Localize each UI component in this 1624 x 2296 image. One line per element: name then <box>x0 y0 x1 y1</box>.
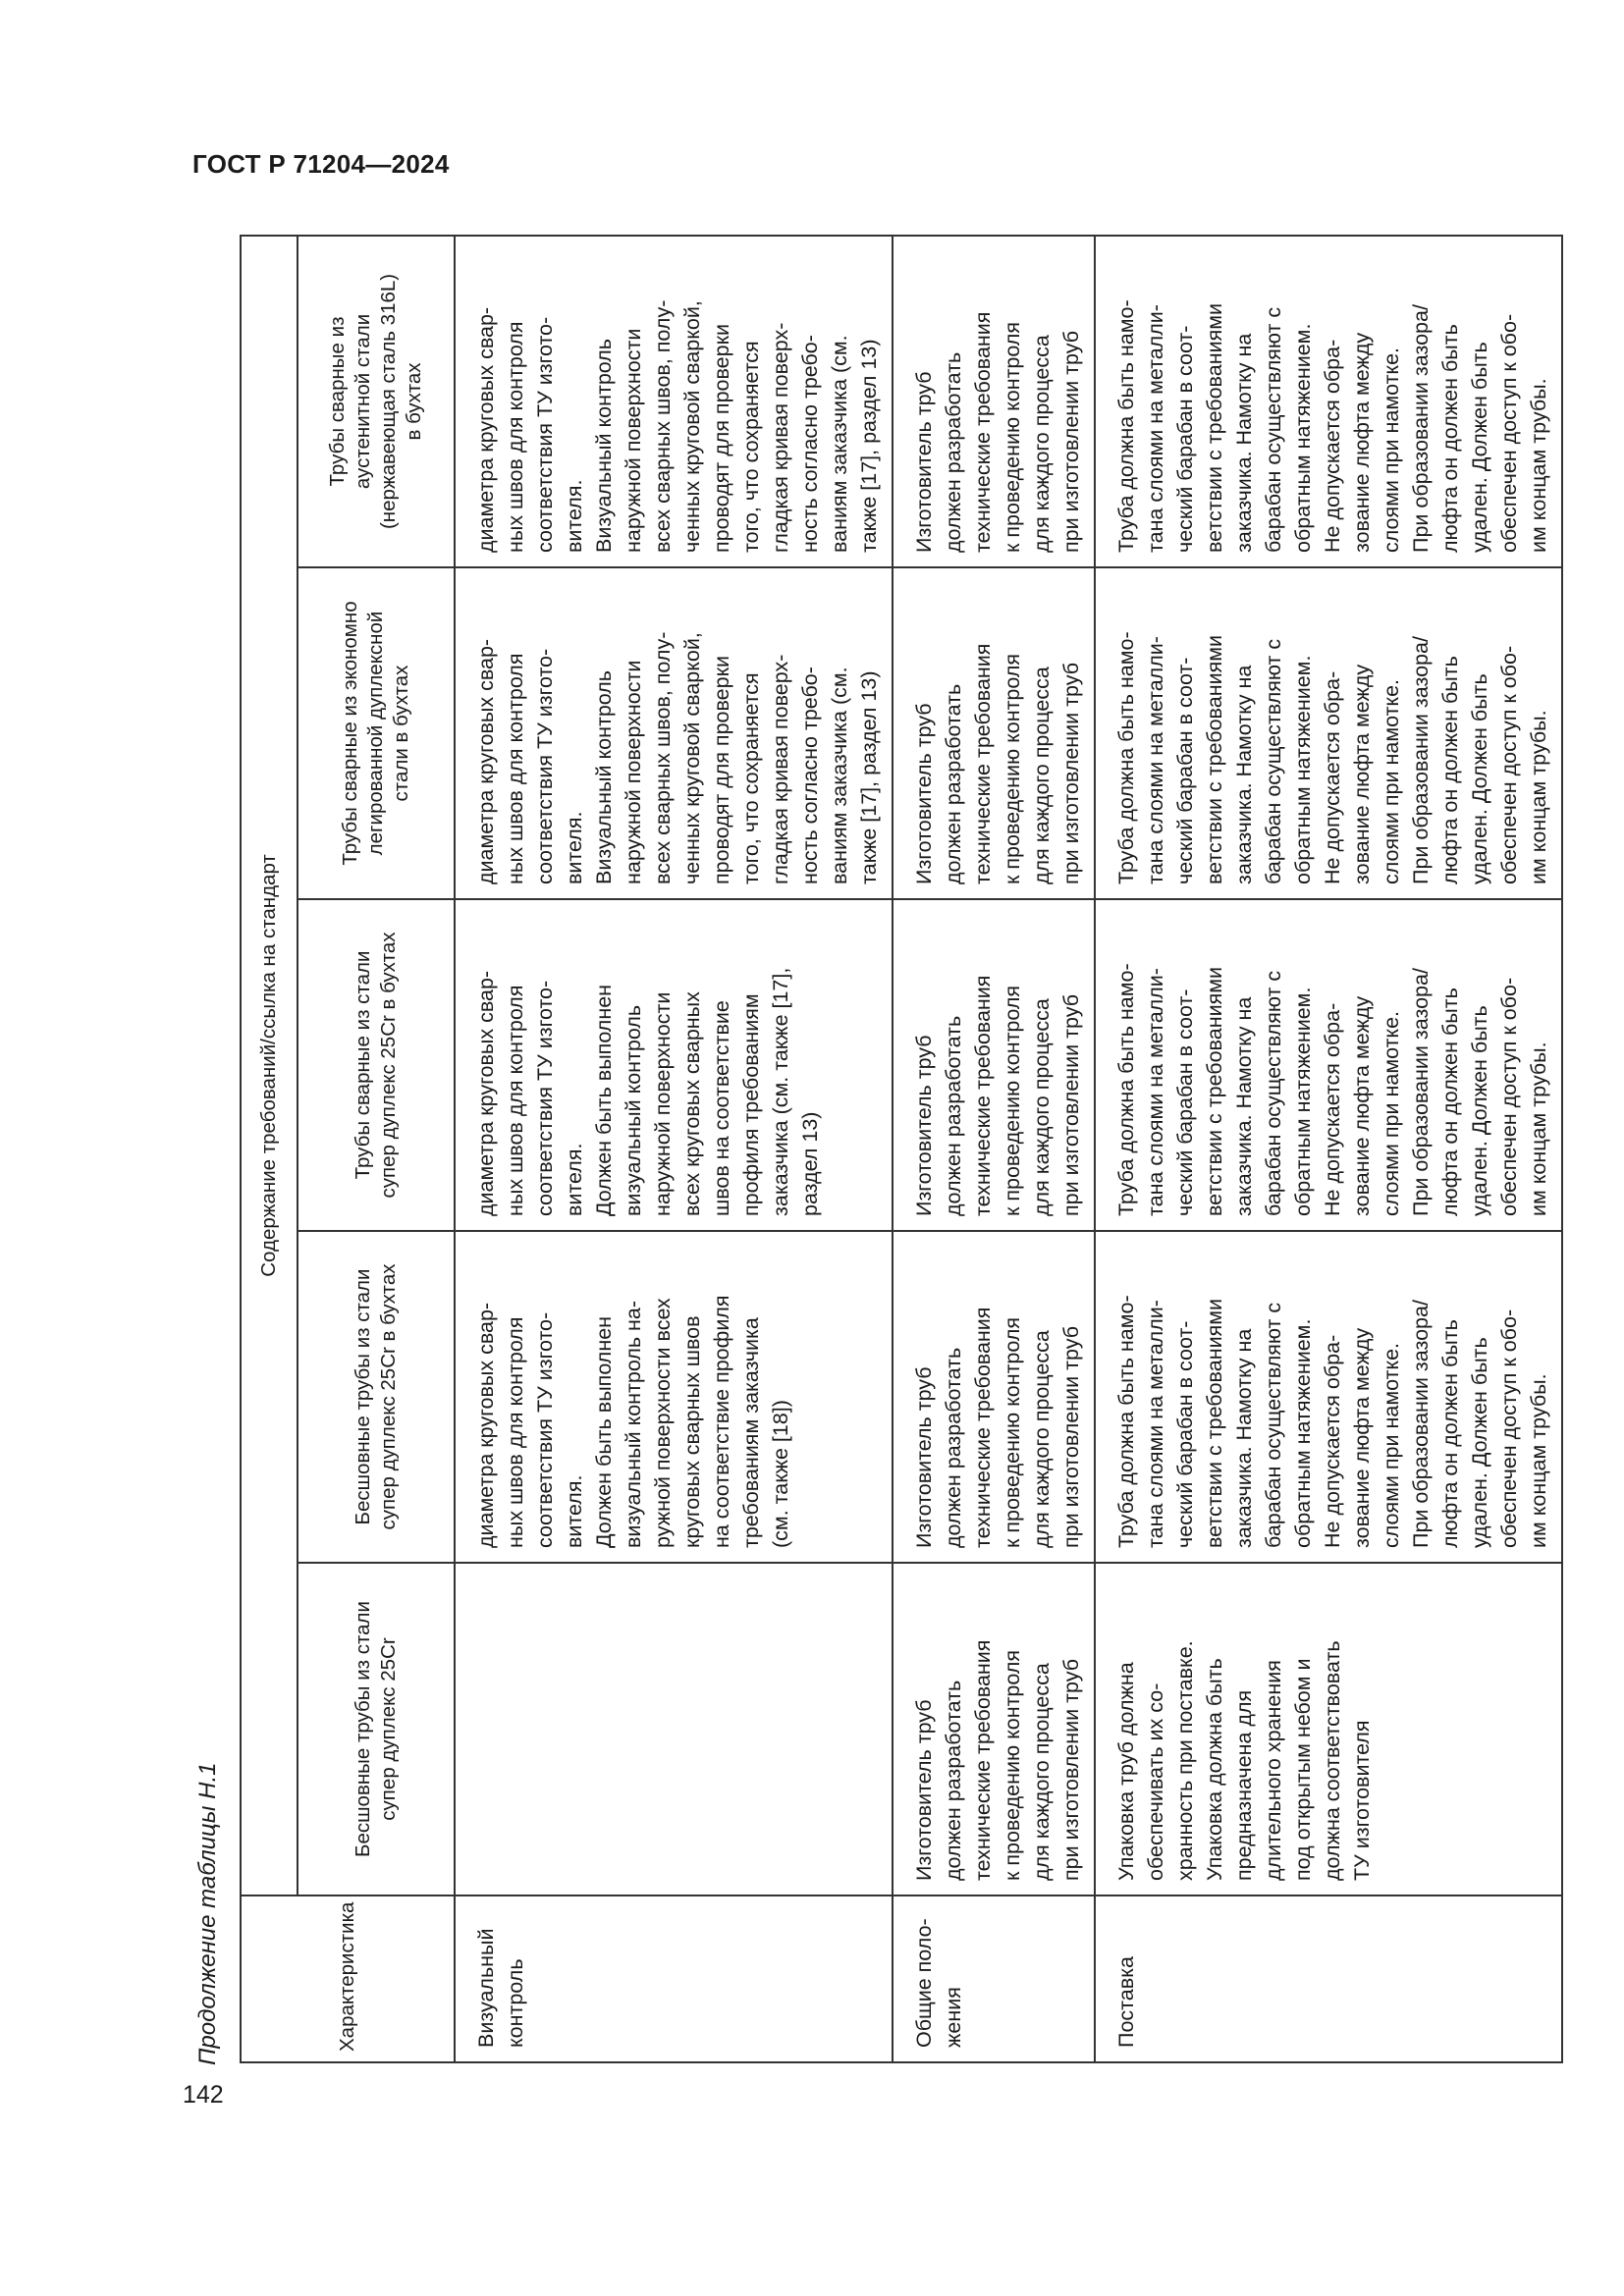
table-subheader-row <box>298 236 455 2062</box>
table-cell: Труба должна быть намо- тана слоями на металли- ческий барабан в соот- ветствии с требованиями заказчика. Намотку на барабан осуществляют с обратным натяжением. Не допускается обра- зование люфта между слоями при намотке. При образовании зазора/ люфта он должен быть удален. Должен быть обеспечен доступ к обо- им концам трубы. <box>1095 1231 1562 1563</box>
header-column-1: Бесшовные трубы из стали супер дуплекс 25Cr <box>298 1563 455 1896</box>
page-number: 142 <box>183 2081 224 2109</box>
row-characteristic: Общие поло- жения <box>893 1896 1095 2062</box>
table-cell: диаметра круговых свар- ных швов для контроля соответствия ТУ изгото- вителя. Визуальный контроль наружной поверхности всех сварных швов, полу- ченных круговой сваркой, проводят для проверки того, что сохраняется гладкая кривая поверх- ность согласно требо- ваниям заказчика (см. также [17], раздел 13) <box>455 567 893 899</box>
table-cell: Изготовитель труб должен разработать технические требования к проведению контроля для каждого процесса при изготовлении труб <box>893 1231 1095 1563</box>
table-row <box>1095 236 1562 2062</box>
requirements-table <box>240 235 1563 2063</box>
row-characteristic: Визуальный контроль <box>455 1896 893 2062</box>
header-column-2: Бесшовные трубы из стали супер дуплекс 25Cr в бухтах <box>298 1231 455 1563</box>
table-cell: Изготовитель труб должен разработать технические требования к проведению контроля для каждого процесса при изготовлении труб <box>893 236 1095 567</box>
table-cell: Упаковка труб должна обеспечивать их со- хранность при поставке. Упаковка должна быть предназначена для длительного хранения под открытым небом и должна соответствовать ТУ изготовителя <box>1095 1563 1562 1896</box>
header-column-4: Трубы сварные из экономно легированной дуплексной стали в бухтах <box>298 567 455 899</box>
table-row <box>455 236 893 2062</box>
table-cell: Труба должна быть намо- тана слоями на металли- ческий барабан в соот- ветствии с требованиями заказчика. Намотку на барабан осуществляют с обратным натяжением. Не допускается обра- зование люфта между слоями при намотке. При образовании зазора/ люфта он должен быть удален. Должен быть обеспечен доступ к обо- им концам трубы. <box>1095 899 1562 1231</box>
table-cell: Труба должна быть намо- тана слоями на металли- ческий барабан в соот- ветствии с требованиями заказчика. Намотку на барабан осуществляют с обратным натяжением. Не допускается обра- зование люфта между слоями при намотке. При образовании зазора/ люфта он должен быть удален. Должен быть обеспечен доступ к обо- им концам трубы. <box>1095 236 1562 567</box>
document-standard-header: ГОСТ Р 71204—2024 <box>192 149 450 179</box>
table-row <box>893 236 1095 2062</box>
header-group-requirements: Содержание требований/ссылка на стандарт <box>241 236 298 1896</box>
table-caption: Продолжение таблицы Н.1 <box>194 1762 221 2065</box>
table-cell: диаметра круговых свар- ных швов для контроля соответствия ТУ изгото- вителя. Должен быть выполнен визуальный контроль наружной поверхности всех круговых сварных швов на соответствие профиля требованиям заказчика (см. также [17], раздел 13) <box>455 899 893 1231</box>
header-characteristic: Характеристика <box>241 1896 455 2062</box>
table-cell: Труба должна быть намо- тана слоями на металли- ческий барабан в соот- ветствии с требованиями заказчика. Намотку на барабан осуществляют с обратным натяжением. Не допускается обра- зование люфта между слоями при намотке. При образовании зазора/ люфта он должен быть удален. Должен быть обеспечен доступ к обо- им концам трубы. <box>1095 567 1562 899</box>
table-cell: Изготовитель труб должен разработать технические требования к проведению контроля для каждого процесса при изготовлении труб <box>893 1563 1095 1896</box>
row-characteristic: Поставка <box>1095 1896 1562 2062</box>
table-cell <box>455 1563 893 1896</box>
table-cell: Изготовитель труб должен разработать технические требования к проведению контроля для каждого процесса при изготовлении труб <box>893 567 1095 899</box>
header-column-3: Трубы сварные из стали супер дуплекс 25Cr в бухтах <box>298 899 455 1231</box>
header-column-5: Трубы сварные из аустенитной стали (нержавеющая сталь 316L) в бухтах <box>298 236 455 567</box>
table-cell: диаметра круговых свар- ных швов для контроля соответствия ТУ изгото- вителя. Должен быть выполнен визуальный контроль на- ружной поверхности всех круговых сварных швов на соответствие профиля требованиям заказчика (см. также [18]) <box>455 1231 893 1563</box>
table-header-row <box>241 236 298 2062</box>
table-cell: диаметра круговых свар- ных швов для контроля соответствия ТУ изгото- вителя. Визуальный контроль наружной поверхности всех сварных швов, полу- ченных круговой сваркой, проводят для проверки того, что сохраняется гладкая кривая поверх- ность согласно требо- ваниям заказчика (см. также [17], раздел 13) <box>455 236 893 567</box>
rotated-table-area <box>189 233 1550 2065</box>
table-cell: Изготовитель труб должен разработать технические требования к проведению контроля для каждого процесса при изготовлении труб <box>893 899 1095 1231</box>
